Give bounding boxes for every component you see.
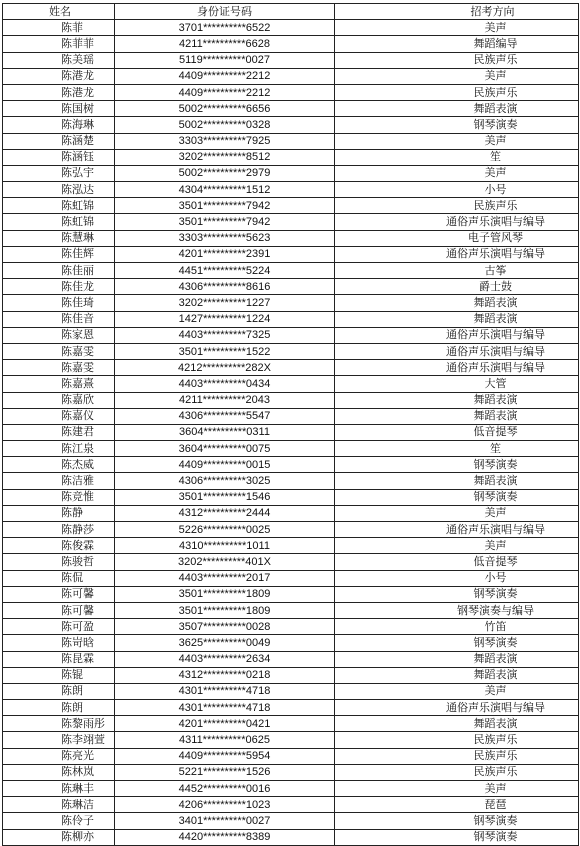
cell-name: 陈国树	[3, 101, 115, 117]
cell-id: 3501**********1809	[115, 602, 335, 618]
cell-name: 陈美瑶	[3, 52, 115, 68]
table-body	[3, 20, 579, 846]
cell-name: 陈嘉欣	[3, 392, 115, 408]
cell-direction: 竹笛	[335, 619, 579, 635]
header-name: 姓名	[3, 4, 115, 20]
cell-name: 陈弘宇	[3, 165, 115, 181]
cell-id: 4312**********2444	[115, 505, 335, 521]
cell-direction: 大管	[335, 376, 579, 392]
cell-id: 1427**********1224	[115, 311, 335, 327]
cell-name: 陈洁雅	[3, 473, 115, 489]
table-row	[3, 619, 579, 635]
cell-id: 4306**********8616	[115, 279, 335, 295]
cell-direction: 舞蹈表演	[335, 716, 579, 732]
cell-name: 陈嘉雯	[3, 343, 115, 359]
table-row	[3, 522, 579, 538]
table-row	[3, 700, 579, 716]
table-row	[3, 165, 579, 181]
cell-id: 4211**********6628	[115, 36, 335, 52]
cell-name: 陈泓达	[3, 182, 115, 198]
table-row	[3, 327, 579, 343]
cell-name: 陈建君	[3, 424, 115, 440]
table-row	[3, 52, 579, 68]
cell-direction: 琵琶	[335, 797, 579, 813]
cell-name: 陈竞惟	[3, 489, 115, 505]
cell-name: 陈李翊萱	[3, 732, 115, 748]
cell-id: 4409**********2212	[115, 84, 335, 100]
cell-direction: 舞蹈表演	[335, 473, 579, 489]
table-row	[3, 246, 579, 262]
cell-direction: 通俗声乐演唱与编导	[335, 246, 579, 262]
cell-name: 陈嘉熹	[3, 376, 115, 392]
cell-id: 4452**********0016	[115, 781, 335, 797]
cell-direction: 钢琴演奏	[335, 635, 579, 651]
table-row	[3, 295, 579, 311]
cell-direction: 舞蹈表演	[335, 408, 579, 424]
cell-direction: 美声	[335, 781, 579, 797]
table-row	[3, 343, 579, 359]
table-row	[3, 133, 579, 149]
table-row	[3, 230, 579, 246]
cell-name: 陈侃	[3, 570, 115, 586]
cell-direction: 通俗声乐演唱与编导	[335, 214, 579, 230]
table-row	[3, 716, 579, 732]
header-id: 身份证号码	[115, 4, 335, 20]
table-row	[3, 489, 579, 505]
cell-direction: 通俗声乐演唱与编导	[335, 327, 579, 343]
cell-direction: 民族声乐	[335, 198, 579, 214]
table-row	[3, 781, 579, 797]
cell-id: 4304**********1512	[115, 182, 335, 198]
cell-id: 4311**********0625	[115, 732, 335, 748]
cell-direction: 通俗声乐演唱与编导	[335, 360, 579, 376]
cell-name: 陈骏哲	[3, 554, 115, 570]
cell-direction: 笙	[335, 149, 579, 165]
cell-name: 陈佳龙	[3, 279, 115, 295]
cell-direction: 民族声乐	[335, 52, 579, 68]
cell-id: 3303**********7925	[115, 133, 335, 149]
cell-id: 5002**********6656	[115, 101, 335, 117]
table-row	[3, 360, 579, 376]
cell-id: 3604**********0075	[115, 441, 335, 457]
cell-id: 5002**********2979	[115, 165, 335, 181]
cell-direction: 小号	[335, 182, 579, 198]
table-row	[3, 764, 579, 780]
cell-direction: 钢琴演奏	[335, 829, 579, 845]
cell-id: 4201**********2391	[115, 246, 335, 262]
table-row	[3, 732, 579, 748]
cell-id: 4310**********1011	[115, 538, 335, 554]
cell-id: 3501**********7942	[115, 214, 335, 230]
cell-id: 4409**********0015	[115, 457, 335, 473]
cell-id: 4211**********2043	[115, 392, 335, 408]
cell-id: 3501**********1522	[115, 343, 335, 359]
cell-id: 4409**********2212	[115, 68, 335, 84]
cell-name: 陈佳辉	[3, 246, 115, 262]
cell-id: 3604**********0311	[115, 424, 335, 440]
cell-name: 陈虹锦	[3, 214, 115, 230]
cell-direction: 钢琴演奏	[335, 457, 579, 473]
cell-name: 陈静莎	[3, 522, 115, 538]
cell-direction: 钢琴演奏	[335, 489, 579, 505]
cell-id: 3401**********0027	[115, 813, 335, 829]
cell-name: 陈港龙	[3, 68, 115, 84]
cell-name: 陈佳琦	[3, 295, 115, 311]
table-row	[3, 505, 579, 521]
cell-direction: 钢琴演奏	[335, 813, 579, 829]
cell-id: 3501**********1809	[115, 586, 335, 602]
cell-direction: 美声	[335, 538, 579, 554]
cell-id: 4312**********0218	[115, 667, 335, 683]
table-row	[3, 101, 579, 117]
cell-direction: 通俗声乐演唱与编导	[335, 522, 579, 538]
cell-name: 陈昆霖	[3, 651, 115, 667]
cell-name: 陈朗	[3, 683, 115, 699]
table-row	[3, 263, 579, 279]
cell-name: 陈嘉仪	[3, 408, 115, 424]
cell-name: 陈可馨	[3, 586, 115, 602]
table-header-row	[3, 4, 579, 20]
cell-id: 4306**********5547	[115, 408, 335, 424]
table-row	[3, 683, 579, 699]
cell-direction: 低音提琴	[335, 554, 579, 570]
cell-direction: 通俗声乐演唱与编导	[335, 343, 579, 359]
cell-name: 陈杰威	[3, 457, 115, 473]
cell-direction: 美声	[335, 683, 579, 699]
cell-id: 4451**********5224	[115, 263, 335, 279]
cell-direction: 民族声乐	[335, 84, 579, 100]
cell-id: 3701**********6522	[115, 20, 335, 36]
cell-id: 4403**********0434	[115, 376, 335, 392]
cell-id: 4306**********3025	[115, 473, 335, 489]
cell-id: 3625**********0049	[115, 635, 335, 651]
cell-id: 4301**********4718	[115, 700, 335, 716]
cell-name: 陈林岚	[3, 764, 115, 780]
table-row	[3, 457, 579, 473]
cell-id: 4301**********4718	[115, 683, 335, 699]
cell-id: 3202**********8512	[115, 149, 335, 165]
cell-id: 4403**********2017	[115, 570, 335, 586]
cell-name: 陈海琳	[3, 117, 115, 133]
cell-direction: 舞蹈表演	[335, 392, 579, 408]
table-row	[3, 635, 579, 651]
table-row	[3, 149, 579, 165]
cell-id: 4403**********2634	[115, 651, 335, 667]
header-direction: 招考方向	[335, 4, 579, 20]
cell-id: 4409**********5954	[115, 748, 335, 764]
cell-direction: 古筝	[335, 263, 579, 279]
table-row	[3, 473, 579, 489]
cell-id: 5119**********0027	[115, 52, 335, 68]
cell-direction: 爵士鼓	[335, 279, 579, 295]
table-row	[3, 538, 579, 554]
table-row	[3, 570, 579, 586]
cell-name: 陈佳丽	[3, 263, 115, 279]
cell-direction: 钢琴演奏	[335, 586, 579, 602]
cell-direction: 美声	[335, 68, 579, 84]
cell-id: 3202**********1227	[115, 295, 335, 311]
cell-direction: 民族声乐	[335, 732, 579, 748]
cell-direction: 舞蹈表演	[335, 101, 579, 117]
cell-name: 陈可盈	[3, 619, 115, 635]
cell-direction: 钢琴演奏	[335, 117, 579, 133]
cell-name: 陈锟	[3, 667, 115, 683]
cell-direction: 笙	[335, 441, 579, 457]
table-row	[3, 441, 579, 457]
cell-id: 4212**********282X	[115, 360, 335, 376]
table-row	[3, 311, 579, 327]
table-row	[3, 68, 579, 84]
cell-name: 陈菲菲	[3, 36, 115, 52]
cell-name: 陈涵钰	[3, 149, 115, 165]
cell-name: 陈柳亦	[3, 829, 115, 845]
cell-id: 4201**********0421	[115, 716, 335, 732]
cell-id: 4206**********1023	[115, 797, 335, 813]
cell-direction: 美声	[335, 165, 579, 181]
table-row	[3, 554, 579, 570]
cell-direction: 舞蹈表演	[335, 295, 579, 311]
cell-id: 3303**********5623	[115, 230, 335, 246]
cell-direction: 美声	[335, 20, 579, 36]
cell-direction: 电子管风琴	[335, 230, 579, 246]
table-row	[3, 279, 579, 295]
cell-direction: 钢琴演奏与编导	[335, 602, 579, 618]
cell-name: 陈菲	[3, 20, 115, 36]
table-row	[3, 117, 579, 133]
cell-direction: 民族声乐	[335, 764, 579, 780]
table-row	[3, 84, 579, 100]
table-row	[3, 602, 579, 618]
table-row	[3, 408, 579, 424]
table-row	[3, 214, 579, 230]
cell-name: 陈嘉雯	[3, 360, 115, 376]
table-row	[3, 797, 579, 813]
cell-direction: 舞蹈表演	[335, 651, 579, 667]
cell-name: 陈慧琳	[3, 230, 115, 246]
cell-name: 陈港龙	[3, 84, 115, 100]
cell-name: 陈江泉	[3, 441, 115, 457]
table-row	[3, 36, 579, 52]
candidate-table	[2, 3, 579, 846]
cell-id: 3501**********1546	[115, 489, 335, 505]
cell-name: 陈涵楚	[3, 133, 115, 149]
cell-id: 5226**********0025	[115, 522, 335, 538]
cell-name: 陈朗	[3, 700, 115, 716]
table-row	[3, 829, 579, 845]
cell-name: 陈俊霖	[3, 538, 115, 554]
cell-name: 陈家恩	[3, 327, 115, 343]
cell-direction: 小号	[335, 570, 579, 586]
table-row	[3, 20, 579, 36]
table-row	[3, 198, 579, 214]
cell-name: 陈伶子	[3, 813, 115, 829]
table-row	[3, 651, 579, 667]
cell-id: 3507**********0028	[115, 619, 335, 635]
table-row	[3, 667, 579, 683]
cell-id: 5221**********1526	[115, 764, 335, 780]
cell-id: 3202**********401X	[115, 554, 335, 570]
cell-id: 4403**********7325	[115, 327, 335, 343]
cell-id: 5002**********0328	[115, 117, 335, 133]
cell-direction: 舞蹈表演	[335, 667, 579, 683]
cell-name: 陈岢晗	[3, 635, 115, 651]
cell-direction: 通俗声乐演唱与编导	[335, 700, 579, 716]
cell-name: 陈虹锦	[3, 198, 115, 214]
cell-name: 陈琳丰	[3, 781, 115, 797]
cell-name: 陈佳音	[3, 311, 115, 327]
cell-direction: 民族声乐	[335, 748, 579, 764]
cell-name: 陈静	[3, 505, 115, 521]
table-row	[3, 182, 579, 198]
cell-direction: 舞蹈编导	[335, 36, 579, 52]
table-row	[3, 748, 579, 764]
cell-name: 陈黎雨彤	[3, 716, 115, 732]
cell-id: 3501**********7942	[115, 198, 335, 214]
cell-name: 陈琳洁	[3, 797, 115, 813]
cell-direction: 美声	[335, 133, 579, 149]
cell-direction: 美声	[335, 505, 579, 521]
table-row	[3, 424, 579, 440]
cell-name: 陈亮光	[3, 748, 115, 764]
cell-direction: 舞蹈表演	[335, 311, 579, 327]
cell-name: 陈可馨	[3, 602, 115, 618]
table-row	[3, 392, 579, 408]
table-row	[3, 376, 579, 392]
cell-direction: 低音提琴	[335, 424, 579, 440]
table-row	[3, 586, 579, 602]
cell-id: 4420**********8389	[115, 829, 335, 845]
